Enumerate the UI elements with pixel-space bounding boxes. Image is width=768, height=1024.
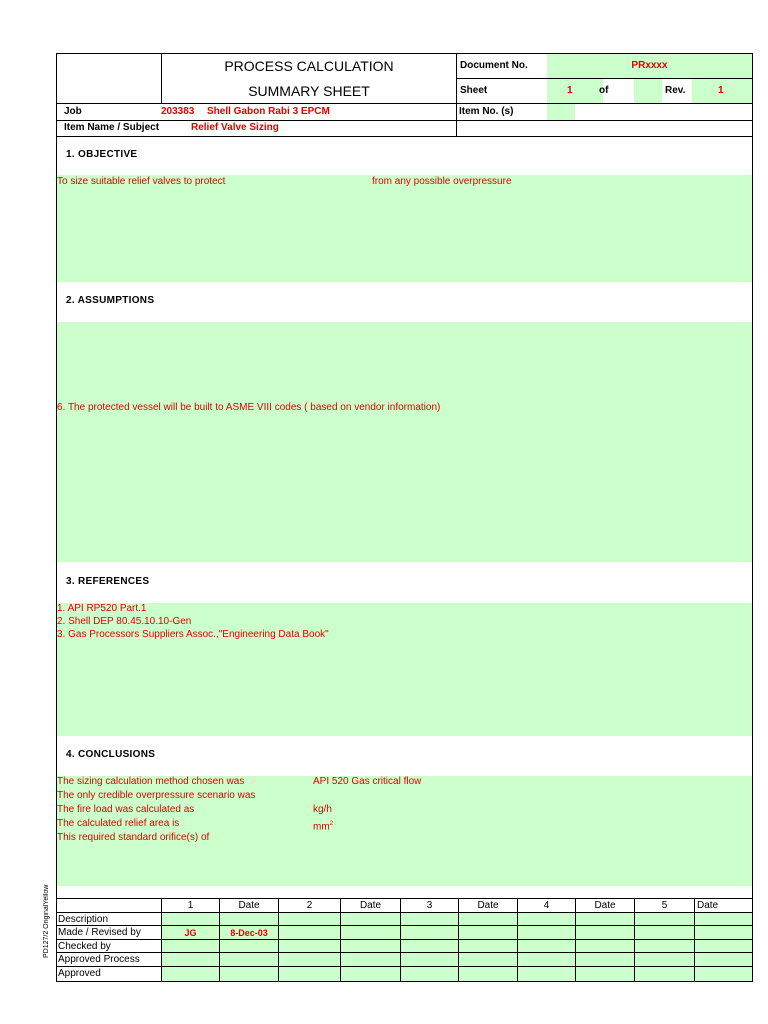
conclusion-method-value: API 520 Gas critical flow bbox=[313, 776, 422, 787]
item-no-label: Item No. (s) bbox=[459, 106, 514, 117]
reference-2: 2. Shell DEP 80.45.10.10-Gen bbox=[57, 616, 192, 627]
rev-col-date-4: Date bbox=[594, 900, 616, 911]
row-description: Description bbox=[58, 914, 109, 925]
objective-heading: 1. OBJECTIVE bbox=[66, 149, 138, 160]
conclusion-fire-load-unit: kg/h bbox=[313, 804, 332, 815]
conclusion-area-label: The calculated relief area is bbox=[57, 818, 180, 829]
rev-col-date-2: Date bbox=[359, 900, 382, 911]
conclusion-area-unit bbox=[313, 818, 333, 833]
row-checked-by: Checked by bbox=[58, 941, 111, 952]
rev-col-4: 4 bbox=[543, 900, 550, 911]
made-by-date[interactable]: 8-Dec-03 bbox=[230, 928, 268, 938]
row-made-revised-by: Made / Revised by bbox=[58, 927, 141, 938]
sheet-field[interactable] bbox=[547, 79, 603, 103]
objective-text-area[interactable] bbox=[57, 175, 752, 282]
conclusions-heading: 4. CONCLUSIONS bbox=[66, 749, 156, 760]
item-no-field[interactable] bbox=[547, 104, 575, 120]
title-line-2: SUMMARY SHEET bbox=[248, 83, 370, 99]
objective-text-b: from any possible overpressure bbox=[372, 176, 512, 187]
reference-1: 1. API RP520 Part.1 bbox=[57, 603, 147, 614]
area-unit-sup: 2 bbox=[329, 821, 334, 827]
objective-text-a: To size suitable relief valves to protect bbox=[57, 176, 226, 187]
revision-cells-fill[interactable] bbox=[162, 913, 752, 981]
rev-col-1: 1 bbox=[187, 900, 194, 911]
assumptions-text-area[interactable] bbox=[57, 322, 752, 562]
rev-label: Rev. bbox=[665, 85, 686, 96]
made-by-initials[interactable]: JG bbox=[184, 928, 197, 938]
conclusion-fire-load-label: The fire load was calculated as bbox=[57, 804, 195, 815]
area-unit-text: mm bbox=[313, 821, 330, 833]
of-field[interactable] bbox=[634, 79, 662, 103]
title-line-1: PROCESS CALCULATION bbox=[224, 58, 394, 74]
conclusion-method-label: The sizing calculation method chosen was bbox=[57, 776, 245, 787]
subject-value: Relief Valve Sizing bbox=[191, 122, 279, 133]
reference-3: 3. Gas Processors Suppliers Assoc.,"Engineering Data Book" bbox=[57, 629, 329, 640]
conclusion-scenario-label: The only credible overpressure scenario was bbox=[57, 790, 256, 801]
rev-col-5: 5 bbox=[661, 900, 668, 911]
references-heading: 3. REFERENCES bbox=[66, 576, 150, 587]
sheet-label: Sheet bbox=[460, 85, 488, 96]
sheet-value: 1 bbox=[567, 85, 573, 96]
assumption-6: 6. The protected vessel will be built to ASME VIII codes ( based on vendor information) bbox=[57, 402, 441, 413]
conclusion-orifice-label: This required standard orifice(s) of bbox=[57, 832, 210, 843]
doc-no-label: Document No. bbox=[460, 60, 528, 71]
job-label: Job bbox=[64, 106, 82, 117]
row-approved: Approved bbox=[58, 968, 101, 979]
assumptions-heading: 2. ASSUMPTIONS bbox=[66, 295, 155, 306]
form-code: PD127/2 OriginalYellow bbox=[43, 884, 50, 958]
of-label: of bbox=[599, 85, 609, 96]
rev-col-date-5: Date bbox=[697, 900, 719, 911]
rev-col-date-1: Date bbox=[238, 900, 260, 911]
subject-label: Item Name / Subject bbox=[64, 122, 160, 133]
rev-col-2: 2 bbox=[306, 900, 313, 911]
job-number: 203383 bbox=[161, 106, 195, 117]
rev-col-3: 3 bbox=[426, 900, 433, 911]
rev-col-date-3: Date bbox=[477, 900, 499, 911]
doc-no-value: PRxxxx bbox=[631, 60, 668, 71]
rev-value: 1 bbox=[718, 85, 724, 96]
row-approved-process: Approved Process bbox=[58, 954, 140, 965]
job-name: Shell Gabon Rabi 3 EPCM bbox=[207, 106, 330, 117]
